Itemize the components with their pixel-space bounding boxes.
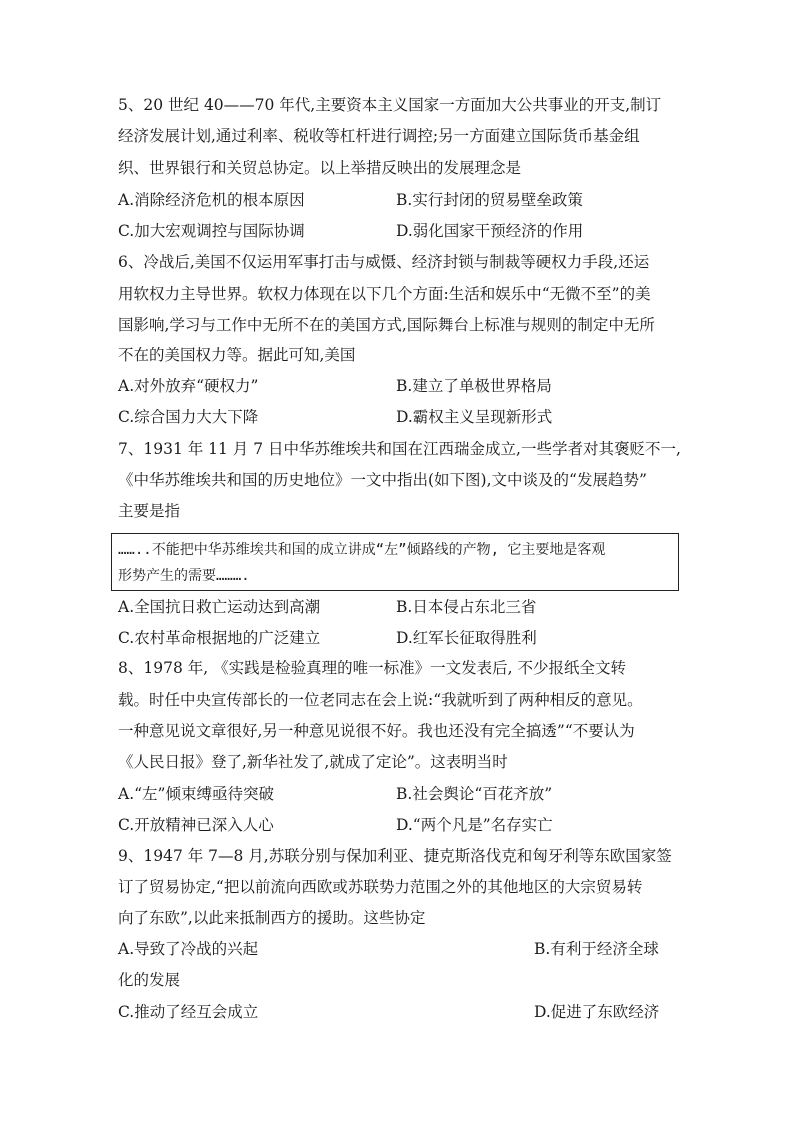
q7-option-a: A.全国抗日救亡运动达到高潮 (118, 598, 321, 616)
q8-option-c: C.开放精神已深入人心 (118, 816, 274, 834)
q8-stem-line-3: 一种意见说文章很好,另一种意见说很不好。我也还没有完全搞透”“不要认为 (118, 722, 635, 740)
q6-option-d: D.霸权主义呈现新形式 (396, 408, 553, 426)
q8-stem-line-2: 载。时任中央宣传部长的一位老同志在会上说:“我就听到了两种相反的意见。 (118, 691, 643, 709)
q9-option-b-continued: 化的发展 (118, 971, 181, 989)
q9-stem-line-3: 向了东欧”,以此来抵制西方的援助。这些协定 (118, 909, 426, 927)
q8-option-b: B.社会舆论“百花齐放” (396, 785, 553, 803)
q7-option-c: C.农村革命根据地的广泛建立 (118, 629, 321, 647)
q6-stem-line-4: 不在的美国权力等。据此可知,美国 (118, 346, 356, 364)
q8-option-a: A.“左”倾束缚亟待突破 (118, 785, 274, 803)
q9-stem-line-2: 订了贸易协定,“把以前流向西欧或苏联势力范围之外的其他地区的大宗贸易转 (118, 878, 643, 896)
q5-option-c: C.加大宏观调控与国际协调 (118, 222, 305, 240)
q7-quote-box (111, 533, 679, 591)
q7-stem-line-1: 7、1931 年 11 月 7 日中华苏维埃共和国在江西瑞金成立,一些学者对其褒贬不一, (118, 440, 681, 458)
q9-option-a: A.导致了冷战的兴起 (118, 940, 259, 958)
q6-option-a: A.对外放弃“硬权力” (118, 377, 259, 395)
q9-stem-line-1: 9、1947 年 7—8 月,苏联分别与保加利亚、捷克斯洛伐克和匈牙利等东欧国家签 (118, 847, 672, 865)
q7-stem-line-2: 《中华苏维埃共和国的历史地位》一文中指出(如下图),文中谈及的“发展趋势” (118, 471, 647, 489)
q5-stem-line-3: 织、世界银行和关贸总协定。以上举措反映出的发展理念是 (118, 159, 522, 177)
q5-option-b: B.实行封闭的贸易壁垒政策 (396, 191, 583, 209)
q9-option-d: D.促进了东欧经济 (534, 1003, 660, 1021)
q6-stem-line-2: 用软权力主导世界。软权力体现在以下几个方面:生活和娱乐中“无微不至”的美 (118, 285, 651, 303)
q7-option-d: D.红军长征取得胜利 (396, 629, 537, 647)
q7-stem-line-3: 主要是指 (118, 502, 181, 520)
q7-option-b: B.日本侵占东北三省 (396, 598, 537, 616)
q6-stem-line-1: 6、冷战后,美国不仅运用军事打击与威慑、经济封锁与制裁等硬权力手段,还运 (118, 253, 650, 271)
q5-stem-line-2: 经济发展计划,通过利率、税收等杠杆进行调控;另一方面建立国际货币基金组 (118, 127, 640, 145)
q6-option-c: C.综合国力大大下降 (118, 408, 259, 426)
q5-option-a: A.消除经济危机的根本原因 (118, 191, 305, 209)
q9-option-c: C.推动了经互会成立 (118, 1003, 259, 1021)
q6-stem-line-3: 国影响,学习与工作中无所不在的美国方式,国际舞台上标准与规则的制定中无所 (118, 316, 655, 334)
q8-option-d: D.“两个凡是”名存实亡 (396, 816, 553, 834)
q5-option-d: D.弱化国家干预经济的作用 (396, 222, 584, 240)
q7-quote-line-1: ……..不能把中华苏维埃共和国的成立讲成“左”倾路线的产物, 它主要地是客观 (118, 542, 606, 558)
q8-stem-line-4: 《人民日报》登了,新华社发了,就成了定论”。这表明当时 (118, 753, 508, 771)
q5-stem-line-1: 5、20 世纪 40——70 年代,主要资本主义国家一方面加大公共事业的开支,制订 (118, 96, 662, 114)
q7-quote-line-2: 形势产生的需要………. (118, 568, 250, 584)
q6-option-b: B.建立了单极世界格局 (396, 377, 552, 395)
q8-stem-line-1: 8、1978 年, 《实践是检验真理的唯一标准》一文发表后, 不少报纸全文转 (118, 659, 626, 677)
q9-option-b: B.有利于经济全球 (534, 940, 659, 958)
